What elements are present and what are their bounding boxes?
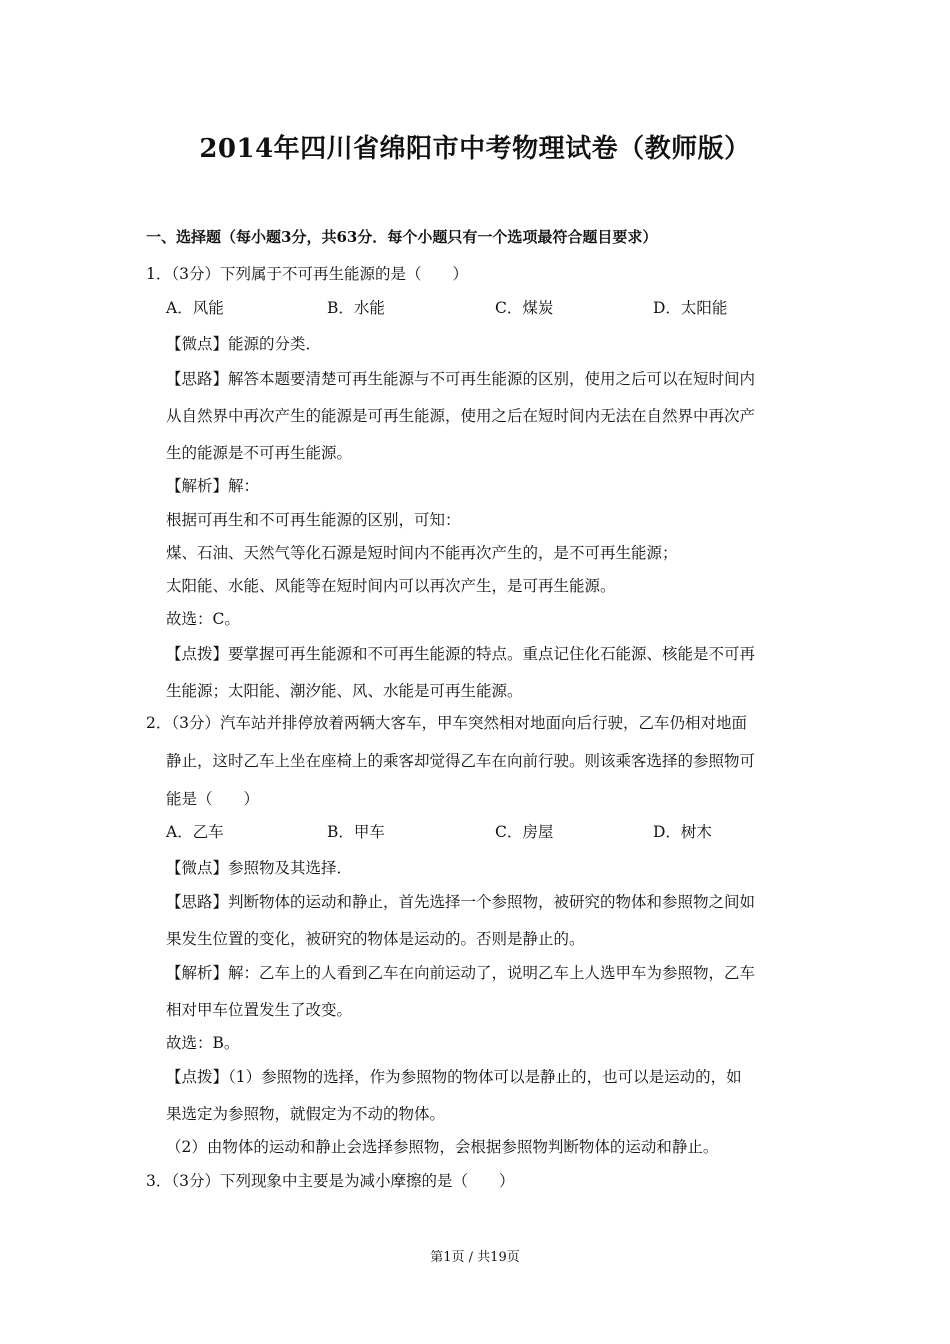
question-1-silu-line: 生的能源是不可再生能源。 — [166, 444, 353, 462]
question-2-weidian: 【微点】参照物及其选择． — [166, 859, 353, 877]
option-d: D．树木 — [653, 823, 712, 841]
question-2-dianbo-line: 【点拨】（1）参照物的选择，作为参照物的物体可以是静止的，也可以是运动的，如 — [166, 1068, 742, 1086]
question-1-jiexi-line: 太阳能、水能、风能等在短时间内可以再次产生，是可再生能源。 — [166, 577, 616, 595]
question-1-jiexi-line: 煤、石油、天然气等化石源是短时间内不能再次产生的，是不可再生能源； — [166, 544, 678, 562]
option-a: A．乙车 — [166, 823, 224, 841]
question-2-stem-line: 2．（3分）汽车站并排停放着两辆大客车，甲车突然相对地面向后行驶，乙车仍相对地面 — [146, 714, 747, 732]
question-2-silu-line: 【思路】判断物体的运动和静止，首先选择一个参照物，被研究的物体和参照物之间如 — [166, 893, 756, 911]
question-2-stem-line: 能是（ ） — [166, 790, 260, 808]
question-2-options — [166, 820, 806, 842]
option-c: C．煤炭 — [495, 299, 554, 317]
question-2-dianbo-line: 果选定为参照物，就假定为不动的物体。 — [166, 1105, 446, 1123]
question-3-stem: 3．（3分）下列现象中主要是为减小摩擦的是（ ） — [146, 1172, 515, 1190]
question-1-dianbo-line: 生能源；太阳能、潮汐能、风、水能是可再生能源。 — [166, 682, 523, 700]
option-b: B．水能 — [327, 299, 385, 317]
question-1-jiexi-line: 【解析】解： — [166, 477, 260, 495]
question-2-jiexi-line: 相对甲车位置发生了改变。 — [166, 1001, 353, 1019]
question-2-answer: 故选：B。 — [166, 1034, 240, 1052]
question-1-stem: 1．（3分）下列属于不可再生能源的是（ ） — [146, 265, 468, 283]
question-1-dianbo-line: 【点拨】要掌握可再生能源和不可再生能源的特点。重点记住化石能源、核能是不可再 — [166, 645, 756, 663]
question-2-dianbo-line: （2）由物体的运动和静止会选择参照物，会根据参照物判断物体的运动和静止。 — [166, 1138, 719, 1156]
question-2-stem-line: 静止，这时乙车上坐在座椅上的乘客却觉得乙车在向前行驶。则该乘客选择的参照物可 — [166, 752, 756, 770]
question-1-silu-line: 【思路】解答本题要清楚可再生能源与不可再生能源的区别，使用之后可以在短时间内 — [166, 370, 756, 388]
question-1-weidian: 【微点】能源的分类． — [166, 335, 322, 353]
document-title: 2014年四川省绵阳市中考物理试卷（教师版） — [199, 134, 751, 164]
question-1-jiexi-line: 根据可再生和不可再生能源的区别，可知： — [166, 511, 461, 529]
question-1-answer: 故选：C。 — [166, 610, 240, 628]
question-1-options — [166, 296, 806, 318]
option-c: C．房屋 — [495, 823, 554, 841]
option-d: D．太阳能 — [653, 299, 728, 317]
question-1-silu-line: 从自然界中再次产生的能源是可再生能源，使用之后在短时间内无法在自然界中再次产 — [166, 407, 756, 425]
page-footer: 第1页 / 共19页 — [430, 1250, 520, 1265]
question-2-jiexi-line: 【解析】解：乙车上的人看到乙车在向前运动了，说明乙车上人选甲车为参照物，乙车 — [166, 964, 756, 982]
section-heading: 一、选择题（每小题3分，共63分．每个小题只有一个选项最符合题目要求） — [146, 228, 658, 246]
question-2-silu-line: 果发生位置的变化，被研究的物体是运动的。否则是静止的。 — [166, 930, 585, 948]
option-b: B．甲车 — [327, 823, 385, 841]
option-a: A．风能 — [166, 299, 224, 317]
